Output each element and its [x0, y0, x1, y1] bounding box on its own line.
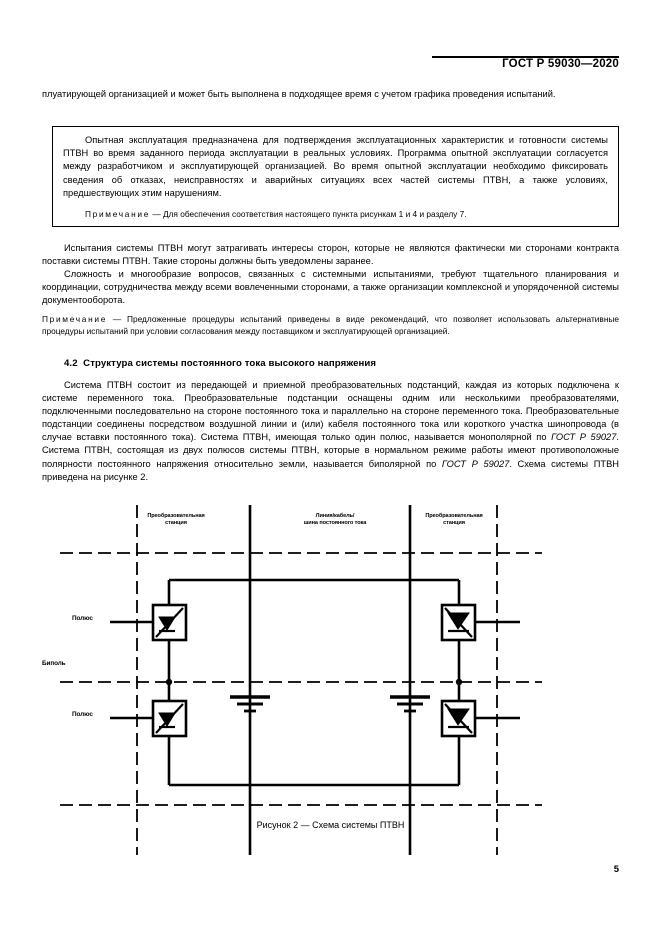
section-heading: [42, 358, 619, 369]
converter-valve-symbol-bottom-left: [153, 701, 186, 736]
zone-label-right-line1: Преобразовательная: [425, 513, 483, 519]
zone-label-mid-line2: шина постоянного тока: [303, 520, 367, 526]
zone-divider-lines: [137, 505, 497, 855]
figure-schematic-svg: [42, 505, 619, 855]
zone-label-right-line2: станция: [443, 520, 465, 526]
junction-dot-left: [166, 679, 172, 685]
side-label-bipole: Биполь: [42, 660, 66, 667]
paragraph-2: Испытания системы ПТВН могут затрагивать интересы сторон, которые не являются фактически ми сторонами контракта поставки системы ПТВН. Такие стороны должны быть уведомлены заранее.: [42, 243, 619, 267]
converter-valve-symbol-top-left: [153, 605, 186, 640]
zone-label-mid-line1: Линия/кабель/: [315, 513, 355, 519]
zone-label-left-line1: Преобразовательная: [147, 513, 205, 519]
side-label-pole-top: Полюс: [72, 615, 93, 622]
standard-reference-2: ГОСТ Р 59027: [441, 458, 510, 469]
section-title: Структура системы постоянного тока высокого напряжения: [83, 358, 377, 369]
section-number: 4.2: [64, 358, 78, 369]
zone-label-left-line2: станция: [165, 520, 187, 526]
figure-caption: Рисунок 2 — Схема системы ПТВН: [256, 820, 405, 830]
paragraph-4-part-c: . Схема системы ПТВН приведена на рисунке 2.: [42, 458, 619, 482]
boxed-note-block: [52, 126, 619, 227]
paragraph-3: Сложность и многообразие вопросов, связанных с системными испытаниями, требуют тщательного планирования и координации, сотрудничества между всеми вовлеченными сторонами, а также организации комплексной и упорядоченной системы документооборота.: [42, 269, 619, 306]
converter-valve-symbol-top-right: [442, 605, 475, 640]
note-text: Для обеспечения соответствия настоящего пункта рисункам 1 и 4 и разделу 7.: [162, 209, 467, 220]
note-label: Примечание: [85, 209, 151, 220]
page-number: 5: [613, 864, 619, 875]
note-2-text: Предложенные процедуры испытаний приведены в виде рекомендаций, что позволяет использовать альтернативные процедуры испытаний при условии согласования между поставщиком и эксплуатирующей организацией.: [42, 314, 619, 336]
junction-dot-right: [456, 679, 462, 685]
note-2-label: Примечание: [42, 314, 108, 324]
boxed-note-annotation: [63, 209, 608, 220]
paragraph-4: [42, 379, 619, 484]
paragraph-4-part-a: Система ПТВН состоит из передающей и приемной преобразовательных подстанций, каждая из которых подключена к системе переменного тока. Преобразовательные подстанции оснащены одним или несколькими преобразователями, подключенными последовательно на стороне постоянного тока и параллельно на стороне переменного тока. Преобразовательные подстанции соединены посредством воздушной линии и (или) кабеля постоянного тока или короткого участка шинопровода (в случае вставки постоянного тока). Система ПТВН, имеющая только один полюс, называется монополярной по: [42, 380, 619, 443]
ac-system-boundary-lines: [60, 553, 542, 805]
continued-paragraph: плуатирующей организацией и может быть выполнена в подходящее время с учетом графика проведения испытаний.: [42, 89, 556, 99]
boxed-note-paragraph: Опытная эксплуатация предназначена для подтверждения эксплуатационных характеристик и готовности системы ПТВН во время заданного периода эксплуатации в реальных условиях. Программа опытной эксплуатации согласуется между разработчиком и эксплуатирующей организацией. Во время опытной эксплуатации необходимо фиксировать сведения об отказах, неисправностях и аварийных ситуациях всех частей системы ПТВН, а также условиях, предшествующих этим нарушениям.: [63, 135, 608, 198]
body-column: [42, 88, 619, 101]
page-header-standard-id: ГОСТ Р 59030—2020: [502, 58, 619, 70]
body-column-2: [42, 242, 619, 307]
figure-2-hvdc-system-diagram: [42, 505, 619, 855]
neutral-electrode-lines: [250, 505, 410, 855]
note-block-2: [42, 314, 619, 337]
note-2-dash: —: [107, 314, 128, 324]
converter-valve-symbol-bottom-right: [442, 701, 475, 736]
note-dash: —: [150, 209, 163, 220]
side-label-pole-bottom: Полюс: [72, 711, 93, 718]
paragraph-4-part-b: . Система ПТВН, состоящая из двух полюсов системы ПТВН, которые в нормальном режиме работы имеют противоположные полярности постоянного напряжения относительно земли, называется биполярной по: [42, 432, 619, 469]
standard-reference-1: ГОСТ Р 59027: [551, 432, 617, 443]
